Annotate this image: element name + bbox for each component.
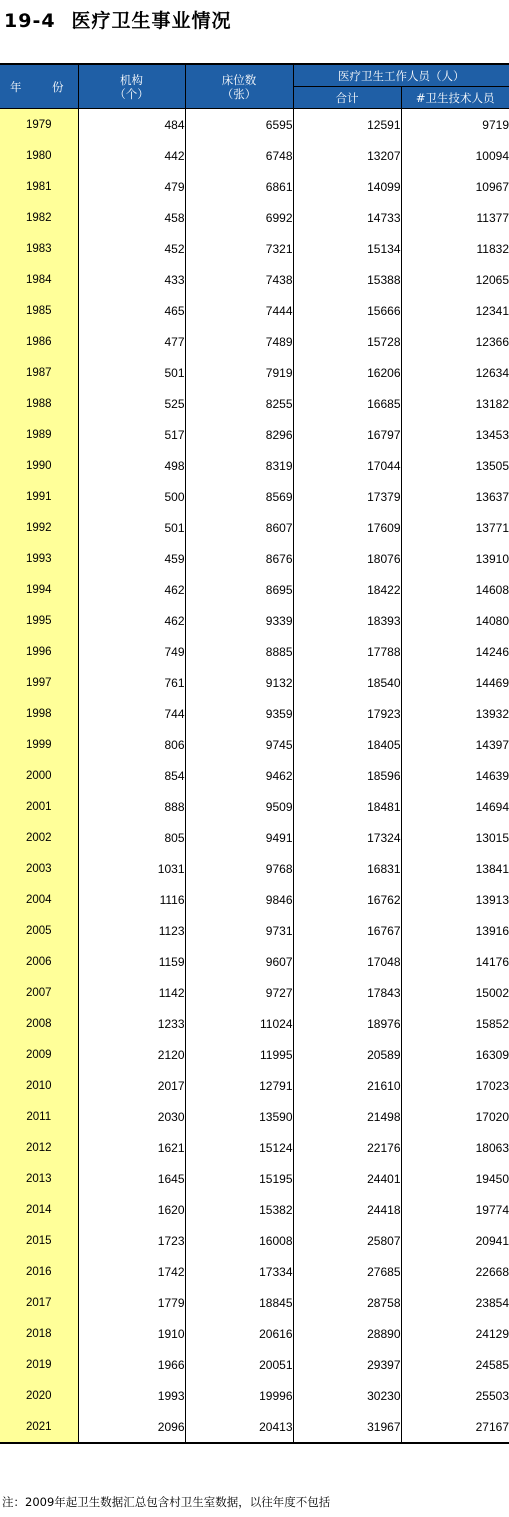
cell-beds: 16008: [185, 1225, 293, 1256]
table-row: [0, 1194, 509, 1225]
cell-staff-total: 16762: [293, 884, 401, 915]
cell-health-technicians: 14397: [475, 737, 509, 752]
cell-health-technicians: 24585: [475, 1357, 509, 1372]
cell-health-technicians: 25503: [475, 1388, 509, 1403]
cell-institutions: 805: [78, 822, 185, 853]
cell-staff-total: 17788: [293, 636, 401, 667]
cell-beds: 9745: [185, 729, 293, 760]
cell-beds: 8676: [185, 543, 293, 574]
cell-year: 1998: [0, 698, 78, 729]
cell-institutions: 1779: [78, 1287, 185, 1318]
cell-health-technicians: 12065: [475, 272, 509, 287]
cell-institutions: 501: [78, 512, 185, 543]
cell-year: 2002: [0, 822, 78, 853]
cell-beds: 15382: [185, 1194, 293, 1225]
cell-year: 2021: [0, 1411, 78, 1443]
table-row: [0, 884, 509, 915]
cell-health-technicians: 13637: [475, 489, 509, 504]
cell-year: 2018: [0, 1318, 78, 1349]
table-row: [0, 574, 509, 605]
cell-staff-total: 15388: [293, 264, 401, 295]
cell-health-technicians: 13932: [475, 706, 509, 721]
cell-institutions: 854: [78, 760, 185, 791]
table-row: [0, 1163, 509, 1194]
cell-staff-total: 18405: [293, 729, 401, 760]
column-group-header-staff: 医疗卫生工作人员（人）: [293, 64, 509, 87]
cell-staff-total: 12591: [293, 109, 401, 141]
table-row: [0, 202, 509, 233]
cell-year: 2001: [0, 791, 78, 822]
table-row: [0, 791, 509, 822]
cell-year: 1994: [0, 574, 78, 605]
cell-health-technicians: 19450: [475, 1171, 509, 1186]
column-header-beds: 床位数 （张）: [185, 64, 293, 109]
table-row: [0, 1132, 509, 1163]
cell-year: 2009: [0, 1039, 78, 1070]
cell-institutions: 498: [78, 450, 185, 481]
cell-staff-total: 18481: [293, 791, 401, 822]
cell-institutions: 1993: [78, 1380, 185, 1411]
cell-beds: 8885: [185, 636, 293, 667]
cell-staff-total: 16767: [293, 915, 401, 946]
cell-beds: 7444: [185, 295, 293, 326]
cell-beds: 20413: [185, 1411, 293, 1443]
cell-staff-total: 15666: [293, 295, 401, 326]
cell-staff-total: 14099: [293, 171, 401, 202]
cell-institutions: 1742: [78, 1256, 185, 1287]
cell-year: 2000: [0, 760, 78, 791]
cell-beds: 15195: [185, 1163, 293, 1194]
cell-beds: 9607: [185, 946, 293, 977]
table-row: [0, 1070, 509, 1101]
cell-staff-total: 24401: [293, 1163, 401, 1194]
cell-institutions: 1031: [78, 853, 185, 884]
cell-year: 1990: [0, 450, 78, 481]
cell-staff-total: 22176: [293, 1132, 401, 1163]
cell-institutions: 452: [78, 233, 185, 264]
table-row: [0, 481, 509, 512]
table-row: [0, 946, 509, 977]
cell-beds: 9509: [185, 791, 293, 822]
cell-institutions: 761: [78, 667, 185, 698]
table-row: [0, 822, 509, 853]
cell-year: 2010: [0, 1070, 78, 1101]
cell-health-technicians: 23854: [475, 1295, 509, 1310]
cell-institutions: 2017: [78, 1070, 185, 1101]
cell-beds: 7438: [185, 264, 293, 295]
cell-beds: 18845: [185, 1287, 293, 1318]
table-row: [0, 605, 509, 636]
cell-year: 2015: [0, 1225, 78, 1256]
cell-staff-total: 16831: [293, 853, 401, 884]
cell-beds: 8607: [185, 512, 293, 543]
cell-institutions: 484: [78, 109, 185, 141]
table-row: [0, 171, 509, 202]
cell-beds: 8319: [185, 450, 293, 481]
cell-institutions: 1910: [78, 1318, 185, 1349]
cell-beds: 19996: [185, 1380, 293, 1411]
cell-beds: 6992: [185, 202, 293, 233]
cell-staff-total: 15134: [293, 233, 401, 264]
cell-beds: 9846: [185, 884, 293, 915]
cell-beds: 8695: [185, 574, 293, 605]
cell-health-technicians: 14608: [475, 582, 509, 597]
cell-beds: 15124: [185, 1132, 293, 1163]
cell-staff-total: 18976: [293, 1008, 401, 1039]
table-row: [0, 1256, 509, 1287]
cell-beds: 9462: [185, 760, 293, 791]
cell-staff-total: 25807: [293, 1225, 401, 1256]
cell-staff-total: 21498: [293, 1101, 401, 1132]
cell-institutions: 517: [78, 419, 185, 450]
cell-institutions: 501: [78, 357, 185, 388]
cell-year: 2008: [0, 1008, 78, 1039]
table-row: [0, 667, 509, 698]
table-row: [0, 543, 509, 574]
cell-health-technicians: 14246: [475, 644, 509, 659]
cell-institutions: 1645: [78, 1163, 185, 1194]
cell-beds: 11995: [185, 1039, 293, 1070]
cell-staff-total: 16206: [293, 357, 401, 388]
cell-beds: 8569: [185, 481, 293, 512]
cell-staff-total: 18393: [293, 605, 401, 636]
table-row: [0, 295, 509, 326]
table-row: [0, 760, 509, 791]
table-header: [0, 64, 509, 109]
table-row: [0, 233, 509, 264]
cell-staff-total: 29397: [293, 1349, 401, 1380]
cell-institutions: 1620: [78, 1194, 185, 1225]
table-row: [0, 1101, 509, 1132]
column-header-staff-total: 合计: [293, 87, 401, 109]
cell-staff-total: 28758: [293, 1287, 401, 1318]
cell-year: 1996: [0, 636, 78, 667]
cell-health-technicians: 18063: [475, 1140, 509, 1155]
cell-staff-total: 17044: [293, 450, 401, 481]
cell-institutions: 744: [78, 698, 185, 729]
cell-staff-total: 16797: [293, 419, 401, 450]
table-row: [0, 1411, 509, 1443]
cell-institutions: 462: [78, 574, 185, 605]
cell-year: 2004: [0, 884, 78, 915]
cell-beds: 9339: [185, 605, 293, 636]
cell-year: 1986: [0, 326, 78, 357]
table-row: [0, 915, 509, 946]
cell-beds: 8255: [185, 388, 293, 419]
cell-health-technicians: 14080: [475, 613, 509, 628]
cell-health-technicians: 10094: [475, 148, 509, 163]
cell-beds: 7321: [185, 233, 293, 264]
page-title: [4, 6, 232, 32]
table-row: [0, 853, 509, 884]
cell-health-technicians: 17023: [475, 1078, 509, 1093]
cell-institutions: 1142: [78, 977, 185, 1008]
cell-year: 1988: [0, 388, 78, 419]
cell-health-technicians: 17020: [475, 1109, 509, 1124]
cell-health-technicians: 22668: [475, 1264, 509, 1279]
cell-institutions: 1123: [78, 915, 185, 946]
table-row: [0, 357, 509, 388]
cell-staff-total: 18540: [293, 667, 401, 698]
cell-beds: 9491: [185, 822, 293, 853]
cell-staff-total: 17609: [293, 512, 401, 543]
cell-institutions: 458: [78, 202, 185, 233]
cell-health-technicians: 11377: [476, 210, 509, 225]
cell-institutions: 477: [78, 326, 185, 357]
cell-staff-total: 27685: [293, 1256, 401, 1287]
cell-year: 1999: [0, 729, 78, 760]
cell-year: 2007: [0, 977, 78, 1008]
cell-health-technicians: 11832: [476, 241, 509, 256]
cell-beds: 9731: [185, 915, 293, 946]
cell-year: 2020: [0, 1380, 78, 1411]
cell-health-technicians: 24129: [475, 1326, 509, 1341]
cell-health-technicians: 12366: [475, 334, 509, 349]
cell-health-technicians: 14639: [475, 768, 509, 783]
cell-staff-total: 17324: [293, 822, 401, 853]
cell-beds: 11024: [185, 1008, 293, 1039]
cell-health-technicians: 27167: [401, 1411, 509, 1443]
cell-health-technicians: 9719: [482, 117, 509, 132]
cell-health-technicians: 13453: [475, 427, 509, 442]
cell-staff-total: 21610: [293, 1070, 401, 1101]
cell-year: 1980: [0, 140, 78, 171]
cell-year: 2006: [0, 946, 78, 977]
table-row: [0, 264, 509, 295]
cell-year: 1982: [0, 202, 78, 233]
cell-beds: 17334: [185, 1256, 293, 1287]
cell-health-technicians: 14176: [475, 954, 509, 969]
cell-beds: 9132: [185, 667, 293, 698]
table-row: [0, 1349, 509, 1380]
cell-beds: 9727: [185, 977, 293, 1008]
cell-staff-total: 14733: [293, 202, 401, 233]
cell-institutions: 1621: [78, 1132, 185, 1163]
table-row: [0, 977, 509, 1008]
cell-staff-total: 17843: [293, 977, 401, 1008]
table-row: [0, 512, 509, 543]
cell-health-technicians: 15002: [475, 985, 509, 1000]
cell-health-technicians: 13015: [475, 830, 509, 845]
table-row: [0, 1287, 509, 1318]
table-row: [0, 109, 509, 141]
table-row: [0, 450, 509, 481]
cell-beds: 8296: [185, 419, 293, 450]
cell-institutions: 1116: [78, 884, 185, 915]
cell-institutions: 2096: [78, 1411, 185, 1443]
cell-health-technicians: 12341: [475, 303, 509, 318]
cell-health-technicians: 13913: [475, 892, 509, 907]
column-header-year: 年 份: [0, 64, 78, 109]
cell-health-technicians: 20941: [475, 1233, 509, 1248]
table-row: [0, 1039, 509, 1070]
cell-institutions: 1159: [78, 946, 185, 977]
cell-staff-total: 16685: [293, 388, 401, 419]
cell-year: 2016: [0, 1256, 78, 1287]
table-title: 医疗卫生事业情况: [71, 10, 232, 32]
column-header-institutions: 机构 （个）: [78, 64, 185, 109]
cell-year: 1989: [0, 419, 78, 450]
cell-year: 2013: [0, 1163, 78, 1194]
cell-year: 1983: [0, 233, 78, 264]
cell-health-technicians: 14469: [475, 675, 509, 690]
cell-staff-total: 17379: [293, 481, 401, 512]
cell-institutions: 459: [78, 543, 185, 574]
cell-beds: 20616: [185, 1318, 293, 1349]
cell-beds: 9768: [185, 853, 293, 884]
cell-health-technicians: 13771: [475, 520, 509, 535]
cell-institutions: 525: [78, 388, 185, 419]
cell-institutions: 465: [78, 295, 185, 326]
cell-staff-total: 18076: [293, 543, 401, 574]
cell-institutions: 462: [78, 605, 185, 636]
cell-year: 1992: [0, 512, 78, 543]
cell-institutions: 749: [78, 636, 185, 667]
cell-institutions: 1723: [78, 1225, 185, 1256]
cell-year: 1981: [0, 171, 78, 202]
cell-health-technicians: 13182: [475, 396, 509, 411]
cell-year: 1991: [0, 481, 78, 512]
cell-staff-total: 18422: [293, 574, 401, 605]
cell-beds: 9359: [185, 698, 293, 729]
cell-beds: 7919: [185, 357, 293, 388]
cell-beds: 6748: [185, 140, 293, 171]
cell-health-technicians: 12634: [475, 365, 509, 380]
cell-staff-total: 17048: [293, 946, 401, 977]
cell-staff-total: 20589: [293, 1039, 401, 1070]
cell-institutions: 1966: [78, 1349, 185, 1380]
table-row: [0, 1008, 509, 1039]
cell-beds: 13590: [185, 1101, 293, 1132]
cell-health-technicians: 15852: [475, 1016, 509, 1031]
table-row: [0, 1225, 509, 1256]
cell-beds: 6861: [185, 171, 293, 202]
cell-health-technicians: 13916: [475, 923, 509, 938]
cell-institutions: 888: [78, 791, 185, 822]
column-header-health-technicians: #卫生技术人员: [401, 87, 509, 109]
cell-beds: 6595: [185, 109, 293, 141]
cell-beds: 12791: [185, 1070, 293, 1101]
cell-health-technicians: 13505: [475, 458, 509, 473]
table-row: [0, 698, 509, 729]
cell-year: 1995: [0, 605, 78, 636]
cell-health-technicians: 14694: [475, 799, 509, 814]
cell-institutions: 442: [78, 140, 185, 171]
cell-institutions: 2030: [78, 1101, 185, 1132]
cell-staff-total: 18596: [293, 760, 401, 791]
table-row: [0, 326, 509, 357]
cell-year: 1987: [0, 357, 78, 388]
cell-staff-total: 24418: [293, 1194, 401, 1225]
cell-staff-total: 28890: [293, 1318, 401, 1349]
table-row: [0, 1380, 509, 1411]
table-number: 19-4: [4, 10, 56, 32]
table-row: [0, 140, 509, 171]
cell-institutions: 479: [78, 171, 185, 202]
cell-staff-total: 17923: [293, 698, 401, 729]
cell-year: 2019: [0, 1349, 78, 1380]
cell-year: 1984: [0, 264, 78, 295]
table-row: [0, 636, 509, 667]
cell-year: 1993: [0, 543, 78, 574]
cell-year: 2014: [0, 1194, 78, 1225]
table-row: [0, 1318, 509, 1349]
cell-health-technicians: 19774: [475, 1202, 509, 1217]
cell-year: 1985: [0, 295, 78, 326]
table-row: [0, 419, 509, 450]
table-row: [0, 729, 509, 760]
cell-beds: 20051: [185, 1349, 293, 1380]
footnote: 注：2009年起卫生数据汇总包含村卫生室数据，以往年度不包括: [2, 1495, 331, 1509]
cell-year: 2012: [0, 1132, 78, 1163]
table-body: [0, 109, 509, 1444]
cell-staff-total: 13207: [293, 140, 401, 171]
cell-institutions: 2120: [78, 1039, 185, 1070]
cell-staff-total: 30230: [293, 1380, 401, 1411]
cell-beds: 7489: [185, 326, 293, 357]
cell-staff-total: 15728: [293, 326, 401, 357]
cell-health-technicians: 13910: [475, 551, 509, 566]
cell-health-technicians: 10967: [475, 179, 509, 194]
cell-year: 1997: [0, 667, 78, 698]
cell-institutions: 433: [78, 264, 185, 295]
cell-institutions: 500: [78, 481, 185, 512]
cell-staff-total: 31967: [293, 1411, 401, 1443]
cell-health-technicians: 13841: [475, 861, 509, 876]
cell-health-technicians: 16309: [475, 1047, 509, 1062]
cell-year: 2017: [0, 1287, 78, 1318]
cell-year: 2011: [0, 1101, 78, 1132]
cell-institutions: 806: [78, 729, 185, 760]
cell-institutions: 1233: [78, 1008, 185, 1039]
cell-year: 1979: [0, 109, 78, 141]
cell-year: 2003: [0, 853, 78, 884]
cell-year: 2005: [0, 915, 78, 946]
health-statistics-table: [0, 63, 509, 1444]
table-row: [0, 388, 509, 419]
